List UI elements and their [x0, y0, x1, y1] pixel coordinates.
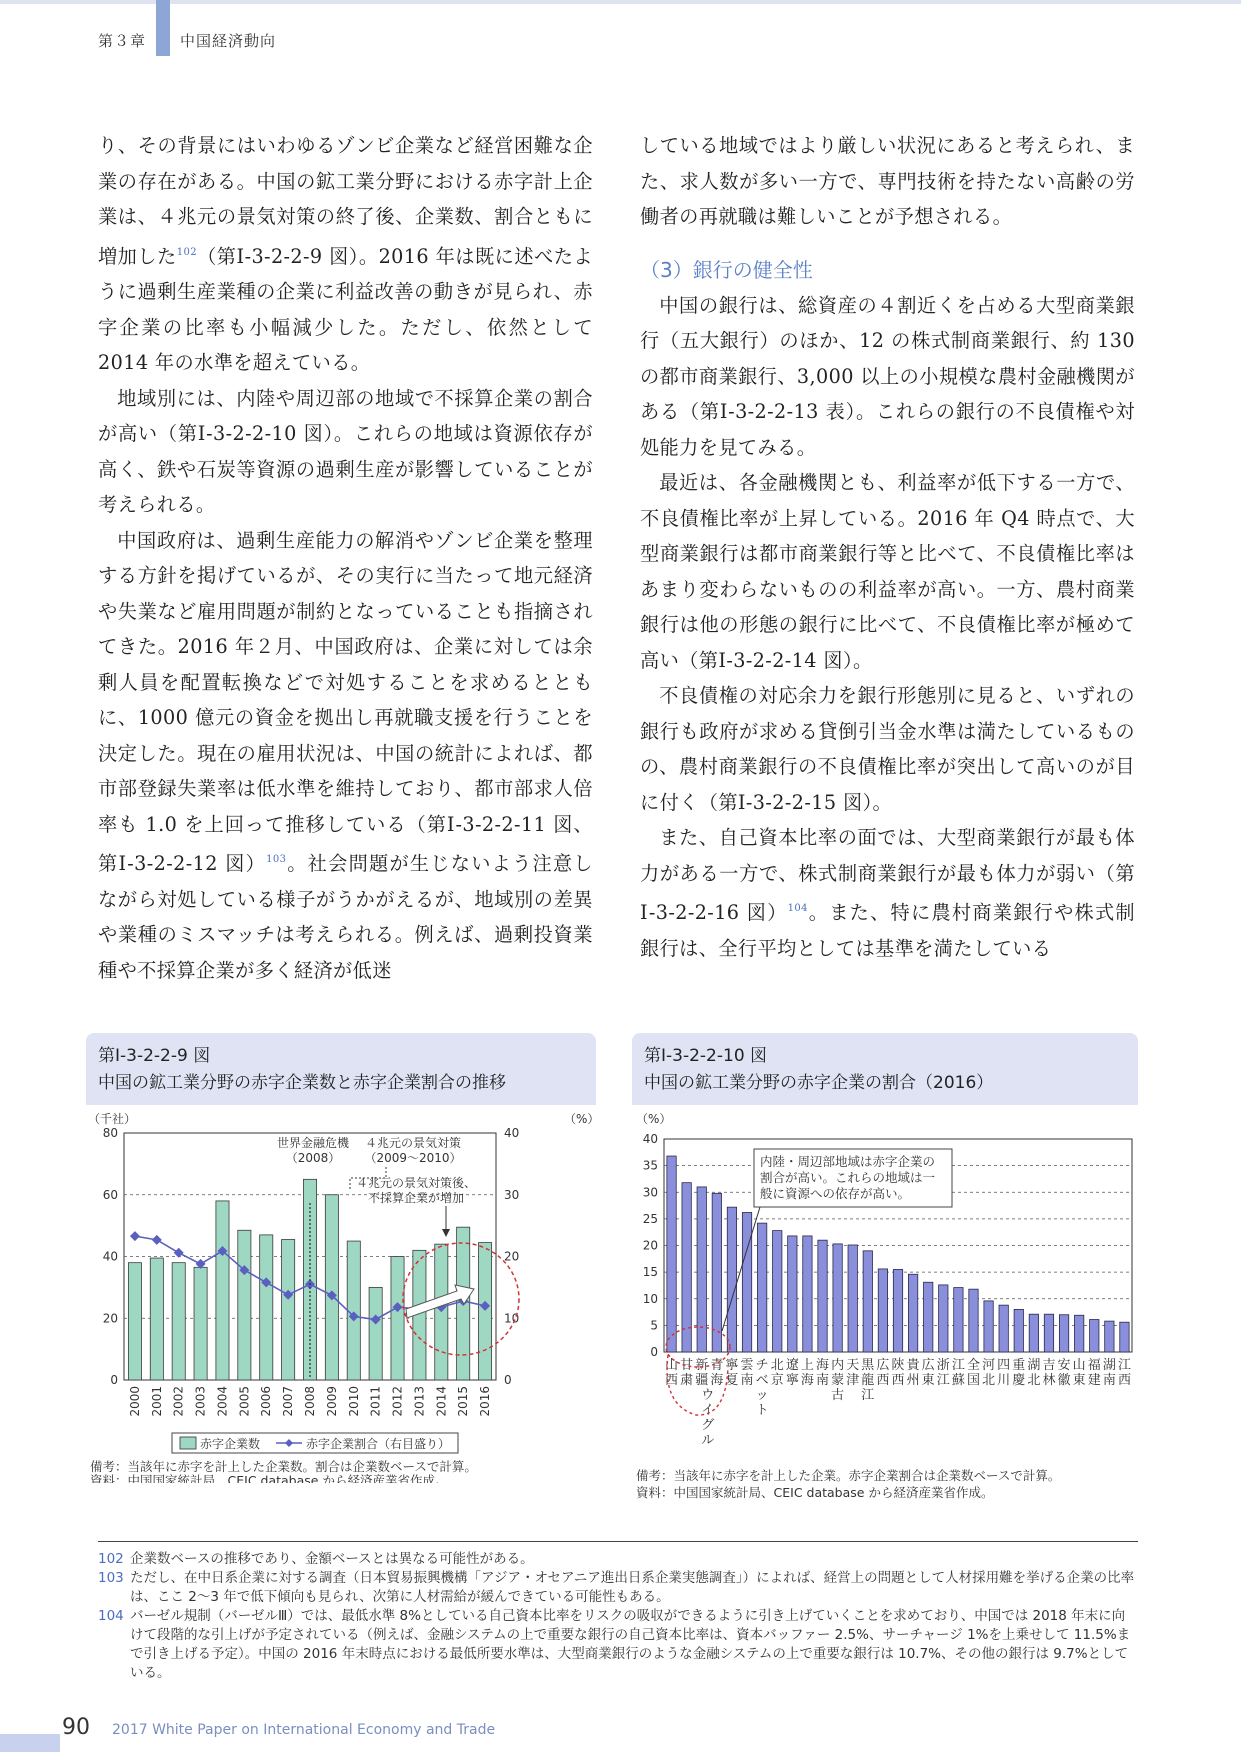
figure-title: 中国の鉱工業分野の赤字企業数と赤字企業割合の推移 — [98, 1073, 506, 1093]
x-tick-label: 広 — [921, 1358, 935, 1373]
callout-line-2: 割合が高い。これらの地域は一 — [760, 1170, 936, 1185]
x-tick-label: 西 — [876, 1373, 890, 1388]
legend-bar-swatch — [180, 1437, 196, 1449]
annotation-crisis-year: （2008） — [285, 1151, 341, 1165]
bar — [939, 1285, 948, 1352]
x-tick-label: 浙 — [936, 1358, 950, 1373]
x-tick-label: 安 — [1057, 1358, 1071, 1373]
annotation-stimulus-period: （2009～2010） — [364, 1151, 462, 1165]
x-tick-label: 広 — [876, 1358, 890, 1373]
x-tick-label: 林 — [1042, 1373, 1056, 1388]
x-tick-label: 2003 — [193, 1386, 208, 1417]
legend-line-label: 赤字企業割合（右目盛り） — [306, 1437, 451, 1451]
annotation-crisis: 世界金融危機 — [276, 1136, 350, 1150]
y-tick-left: 40 — [102, 1249, 118, 1264]
bar — [908, 1274, 917, 1352]
bar — [1090, 1320, 1099, 1352]
x-tick-label: ベ — [755, 1373, 769, 1388]
bar — [1074, 1315, 1083, 1352]
bar — [727, 1207, 736, 1352]
x-tick-label: 江 — [1117, 1358, 1131, 1373]
x-tick-label: ウ — [701, 1388, 715, 1403]
x-tick-label: ッ — [755, 1388, 769, 1403]
x-tick-label: 西 — [1117, 1373, 1131, 1388]
y-tick-left: 60 — [102, 1187, 118, 1202]
x-tick-label: 湖 — [1102, 1358, 1116, 1373]
x-tick-label: 河 — [982, 1358, 996, 1373]
x-tick-label: 州 — [906, 1373, 920, 1388]
bar — [172, 1263, 185, 1380]
header-band — [0, 0, 1241, 4]
chapter-label: 第３章 — [98, 32, 147, 50]
bar — [893, 1269, 902, 1352]
x-tick-label: 寧 — [725, 1358, 739, 1373]
x-tick-label: 重 — [1012, 1358, 1026, 1373]
x-tick-label: 国 — [966, 1373, 980, 1388]
y-tick-right: 30 — [504, 1187, 520, 1202]
bar — [742, 1212, 751, 1352]
annotation-after: ４兆元の景気対策後、 — [355, 1176, 477, 1190]
x-tick-label: 海 — [800, 1373, 814, 1388]
x-tick-label: 山 — [1072, 1358, 1086, 1373]
page-number: 90 — [62, 1715, 90, 1740]
y-tick-right: 40 — [504, 1126, 520, 1140]
x-tick-label: 全 — [966, 1358, 980, 1373]
paragraph: 中国政府は、過剰生産能力の解消やゾンビ企業を整理する方針を掲げているが、その実行に当たって地元経済や失業など雇用問題が制約となっていることも指摘されてきた。2016 年２月、中国政府は、企業に対しては余剰人員を配置転換などで対処することを求めるとともに、1000 億元の資金を拠出し再就職支援を行うことを決定した。現在の雇用状況は、中国の統計によれば、都市部登録失業率は低水準を維持しており、都市部求人倍率も 1.0 を上回って推移している（第Ⅰ-3-2-2-11 図、第Ⅰ-3-2-2-12 図）$^{103}$。社会問題が生じないよう注意しながら対処している様子がうかがえるが、地域別の差異や業種のミスマッチは考えられる。例えば、過剰投資業種や不採算企業が多く経済が低迷 — [98, 528, 594, 982]
x-tick-label: 2014 — [434, 1386, 449, 1417]
x-tick-label: 北 — [1027, 1373, 1041, 1388]
annotation-arrow-head — [442, 1229, 450, 1237]
x-tick-label: 雲 — [740, 1358, 754, 1373]
x-tick-label: 上 — [800, 1358, 814, 1373]
paragraph: 中国の銀行は、総資産の４割近くを占める大型商業銀行（五大銀行）のほか、12 の株式制商業銀行、約 130 の都市商業銀行、3,000 以上の小規模な農村金融機関がある（第Ⅰ-3-2-2-13 表）。これらの銀行の不良債権や対処能力を見てみる。 — [640, 293, 1135, 459]
x-tick-label: 2002 — [171, 1386, 186, 1417]
x-tick-label: 遼 — [785, 1358, 799, 1373]
y-tick: 10 — [642, 1291, 658, 1306]
x-tick-label: 江 — [951, 1358, 965, 1373]
x-tick-label: 夏 — [725, 1373, 739, 1388]
bar — [803, 1236, 812, 1352]
x-tick-label: 2011 — [368, 1386, 383, 1417]
footer-title: 2017 White Paper on International Economy and Trade — [112, 1722, 496, 1738]
x-tick-label: 2015 — [456, 1386, 471, 1417]
x-tick-label: 福 — [1087, 1358, 1101, 1373]
body-left-column — [98, 128, 593, 988]
y-tick: 15 — [642, 1265, 658, 1280]
x-tick-label: 西 — [891, 1373, 905, 1388]
x-tick-label: 内 — [831, 1358, 845, 1373]
bar — [478, 1243, 491, 1380]
x-tick-label: 陝 — [891, 1358, 905, 1373]
paragraph: 最近は、各金融機関とも、利益率が低下する一方で、不良債権比率が上昇している。2016 年 Q4 時点で、大型商業銀行は都市商業銀行等と比べて、不良債権比率はあまり変わらないものの利益率が高い。一方、農村商業銀行は他の形態の銀行に比べて、不良債権比率が極めて高い（第Ⅰ-3-2-2-14 図）。 — [640, 471, 1135, 672]
annotation-after-2: 不採算企業が増加 — [367, 1191, 465, 1205]
footnote-ref[interactable]: 104 — [787, 903, 808, 914]
bar — [863, 1251, 872, 1352]
bar — [757, 1223, 766, 1352]
bar — [924, 1282, 933, 1352]
x-tick-label: 建 — [1087, 1373, 1101, 1388]
bar — [984, 1301, 993, 1352]
x-tick-label: チ — [755, 1358, 769, 1373]
bar — [282, 1240, 295, 1380]
x-tick-label: 2004 — [215, 1386, 230, 1417]
bar — [788, 1236, 797, 1352]
paragraph: 不良債権の対応余力を銀行形態別に見ると、いずれの銀行も政府が求める貸倒引当金水準は満たしているものの、農村商業銀行の不良債権比率が突出して高いのが目に付く（第Ⅰ-3-2-2-15 図）。 — [640, 684, 1135, 814]
bar — [833, 1244, 842, 1352]
footnote-text: 企業数ベースの推移であり、金額ベースとは異なる可能性がある。 — [130, 1551, 534, 1567]
x-tick-label: 江 — [861, 1388, 875, 1403]
figure-10-chart — [632, 1105, 1138, 1507]
y-tick-left: 0 — [110, 1373, 118, 1387]
x-tick-label: 蘇 — [951, 1373, 965, 1388]
figure-source: 資料：中国国家統計局、CEIC database から経済産業省作成。 — [90, 1473, 448, 1483]
callout-line-3: 般に資源への依存が高い。 — [760, 1186, 911, 1201]
bar — [369, 1287, 382, 1380]
x-tick-label: 2001 — [149, 1386, 164, 1417]
y-tick: 5 — [650, 1318, 658, 1333]
bar — [1029, 1314, 1038, 1352]
x-tick-label: 海 — [710, 1373, 724, 1388]
x-tick-label: 京 — [770, 1373, 784, 1388]
bar — [1014, 1309, 1023, 1352]
bar — [848, 1245, 857, 1352]
x-tick-label: 2000 — [127, 1386, 142, 1417]
paragraph: り、その背景にはいわゆるゾンビ企業など経営困難な企業の存在がある。中国の鉱工業分野における赤字計上企業は、４兆元の景気対策の終了後、企業数、割合ともに増加した$^{102}$（第Ⅰ-3-2-2-9 図）。2016 年は既に述べたように過剰生産業種の企業に利益改善の動きが見られ、赤字企業の比率も小幅減少した。ただし、依然として 2014 年の水準を超えている。 — [98, 134, 593, 374]
footnote-number: 102 — [98, 1551, 124, 1567]
x-tick-label: 新 — [695, 1358, 709, 1373]
footnote-item — [98, 1607, 1138, 1683]
x-tick-label: 江 — [936, 1373, 950, 1388]
bar — [325, 1195, 338, 1380]
bar — [194, 1267, 207, 1380]
x-tick-label: 2009 — [324, 1386, 339, 1417]
figure-number: 第Ⅰ-3-2-2-9 図 — [98, 1046, 211, 1066]
bar — [818, 1240, 827, 1352]
figure-note: 備考：当該年に赤字を計上した企業。赤字企業割合は企業数ベースで計算。 — [636, 1468, 1061, 1483]
x-tick-label: 湖 — [1027, 1358, 1041, 1373]
footnote-text: ただし、在中日系企業に対する調査（日本貿易振興機構「アジア・オセアニア進出日系企業実態調査」）によれば、経営上の問題として人材採用難を挙げる企業の比率は、ここ 2～3 年で低下傾向も見られ、次第に人材需給が緩んできている可能性もある。 — [130, 1570, 1135, 1605]
x-tick-label: 南 — [816, 1373, 830, 1388]
bar — [667, 1156, 676, 1352]
x-tick-label: 南 — [740, 1373, 754, 1388]
x-tick-label: 古 — [831, 1388, 845, 1403]
footnote-number: 104 — [98, 1608, 124, 1624]
bar — [238, 1230, 251, 1380]
x-tick-label: 西 — [665, 1373, 679, 1388]
x-tick-label: 疆 — [695, 1373, 709, 1388]
x-tick-label: ル — [701, 1433, 715, 1448]
figure-source: 資料：中国国家統計局、CEIC database から経済産業省作成。 — [636, 1485, 994, 1500]
y-tick: 25 — [642, 1211, 658, 1226]
x-tick-label: 蒙 — [831, 1373, 845, 1388]
y-tick-left: 20 — [102, 1311, 118, 1326]
figure-note: 備考：当該年に赤字を計上した企業数。割合は企業数ベースで計算。 — [90, 1459, 477, 1474]
bar — [216, 1201, 229, 1380]
footnote-ref[interactable]: 103 — [266, 854, 287, 865]
bar — [878, 1269, 887, 1352]
callout-line-1: 内陸・周辺部地域は赤字企業の — [760, 1154, 936, 1169]
x-tick-label: 川 — [997, 1373, 1011, 1388]
chapter-marker — [156, 0, 170, 56]
annotation-stimulus: ４兆元の景気対策 — [364, 1136, 462, 1150]
x-tick-label: 吉 — [1042, 1358, 1056, 1373]
x-tick-label: 北 — [770, 1358, 784, 1373]
y-tick-right: 0 — [504, 1373, 512, 1387]
bar — [1120, 1322, 1129, 1352]
y-tick-right: 10 — [504, 1311, 520, 1326]
x-tick-label: 2008 — [303, 1386, 317, 1417]
x-tick-label: イ — [701, 1403, 715, 1418]
x-tick-label: 山 — [665, 1358, 679, 1373]
x-tick-label: 2012 — [390, 1386, 405, 1417]
chart-loss-ratio-by-region — [632, 1105, 1138, 1503]
x-tick-label: 2016 — [478, 1386, 493, 1417]
bar — [128, 1263, 141, 1380]
x-tick-label: 2013 — [412, 1386, 427, 1417]
bar — [150, 1258, 163, 1380]
bar — [347, 1241, 360, 1380]
x-tick-label: 東 — [1072, 1373, 1086, 1388]
x-tick-label: 南 — [1102, 1373, 1116, 1388]
legend-bar-label: 赤字企業数 — [200, 1437, 261, 1451]
figure-number: 第Ⅰ-3-2-2-10 図 — [644, 1046, 768, 1066]
x-tick-label: 天 — [846, 1358, 860, 1373]
bar — [391, 1257, 404, 1381]
x-tick-label: 2007 — [281, 1386, 296, 1417]
section-heading: （3）銀行の健全性 — [640, 257, 813, 282]
paragraph: また、自己資本比率の面では、大型商業銀行が最も体力がある一方で、株式制商業銀行が最も体力が弱い（第Ⅰ-3-2-2-16 図）$^{104}$。また、特に農村商業銀行や株式制銀行は、全行平均としては基準を満たしている — [640, 826, 1135, 960]
bar — [954, 1288, 963, 1352]
x-tick-label: 津 — [846, 1373, 860, 1388]
figure-10 — [632, 1033, 1138, 1507]
chapter-title: 中国経済動向 — [180, 32, 277, 50]
bar — [999, 1305, 1008, 1352]
bar — [712, 1193, 721, 1352]
x-tick-label: 貴 — [906, 1358, 920, 1373]
y-tick-left: 80 — [102, 1126, 118, 1140]
y-tick: 30 — [642, 1185, 658, 1200]
x-tick-label: 粛 — [680, 1373, 694, 1388]
x-tick-label: 海 — [816, 1358, 830, 1373]
x-tick-label: ト — [755, 1403, 769, 1418]
x-tick-label: 黒 — [861, 1358, 875, 1373]
y-tick: 35 — [642, 1158, 658, 1173]
x-tick-label: 東 — [921, 1373, 935, 1388]
right-axis-unit: （%） — [564, 1112, 596, 1126]
x-tick-label: 四 — [997, 1358, 1011, 1373]
left-axis-unit: （千社） — [88, 1112, 137, 1126]
x-tick-label: 慶 — [1012, 1373, 1026, 1388]
bar — [773, 1231, 782, 1352]
bar — [1105, 1321, 1114, 1352]
body-right-column — [640, 128, 1135, 966]
footnote-number: 103 — [98, 1570, 124, 1586]
footnote-item — [98, 1550, 1138, 1569]
line-point — [152, 1235, 162, 1245]
bar — [1044, 1314, 1053, 1352]
figure-9-header — [86, 1033, 596, 1105]
x-tick-label: 甘 — [680, 1358, 694, 1373]
figure-10-header — [632, 1033, 1138, 1105]
figure-9 — [86, 1033, 596, 1487]
footnotes — [98, 1541, 1138, 1683]
line-point — [130, 1231, 140, 1241]
bar — [682, 1183, 691, 1352]
bar — [969, 1289, 978, 1352]
bar — [1059, 1315, 1068, 1352]
x-tick-label: グ — [701, 1418, 715, 1433]
line-point — [174, 1248, 184, 1258]
figure-9-chart — [86, 1105, 596, 1487]
y-tick-right: 20 — [504, 1249, 520, 1264]
x-tick-label: 2006 — [259, 1386, 274, 1417]
y-tick: 0 — [650, 1345, 658, 1359]
figure-title: 中国の鉱工業分野の赤字企業の割合（2016） — [644, 1073, 994, 1093]
y-tick: 40 — [642, 1132, 658, 1146]
x-tick-label: 寧 — [785, 1373, 799, 1388]
x-tick-label: 北 — [982, 1373, 996, 1388]
chart-loss-companies-trend — [86, 1105, 596, 1483]
paragraph: 地域別には、内陸や周辺部の地域で不採算企業の割合が高い（第Ⅰ-3-2-2-10 図）。これらの地域は資源依存が高く、鉄や石炭等資源の過剰生産が影響していることが考えられる。 — [98, 386, 593, 516]
footnote-item — [98, 1569, 1138, 1607]
x-tick-label: 青 — [710, 1358, 724, 1373]
y-tick: 20 — [642, 1238, 658, 1253]
bar — [260, 1235, 273, 1380]
footnote-text: バーゼル規制（バーゼルⅢ）では、最低水準 8%としている自己資本比率をリスクの吸収ができるように引き上げていくことを求めており、中国では 2018 年末に向けて段階的な引上げが予定されている（例えば、金融システムの上で重要な銀行の自己資本比率は、資本バッファー 2.5%、サーチャージ 1%を上乗せして 11.5%まで引き上げる予定）。中国の 2016 年末時点における最低所要水準は、大型商業銀行のような金融システムの上で重要な銀行は 10.7%、その他の銀行は 9.7%としている。 — [130, 1608, 1131, 1681]
footnote-ref[interactable]: 102 — [176, 246, 198, 258]
footer-band — [0, 1734, 60, 1752]
x-tick-label: 龍 — [861, 1373, 875, 1388]
y-axis-unit: （%） — [636, 1112, 672, 1126]
x-tick-label: 2010 — [346, 1386, 361, 1417]
x-tick-label: 徽 — [1057, 1373, 1071, 1388]
x-tick-label: 2005 — [237, 1386, 252, 1417]
paragraph: している地域ではより厳しい状況にあると考えられ、また、求人数が多い一方で、専門技術を持たない高齢の労働者の再就職は難しいことが予想される。 — [640, 134, 1135, 228]
